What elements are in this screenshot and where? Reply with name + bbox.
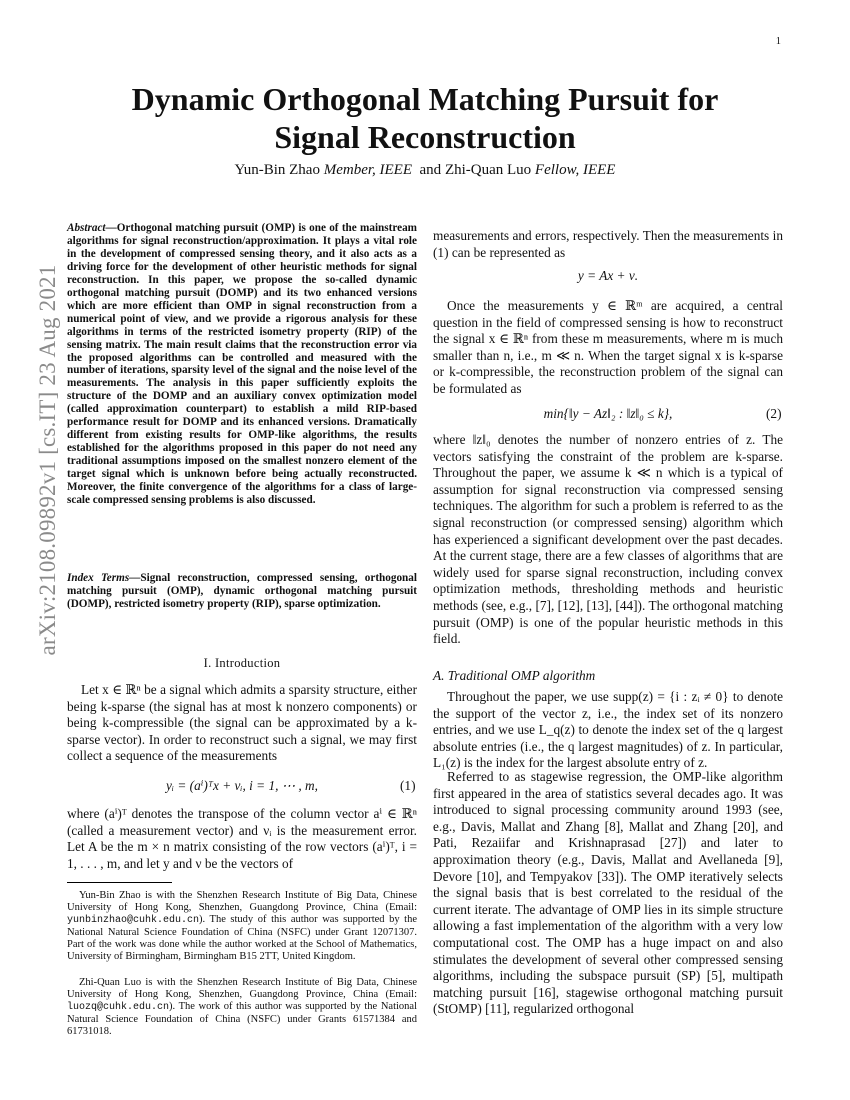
intro-paragraph-1: Let x ∈ ℝⁿ be a signal which admits a sparsity structure, either being k-sparse (the signal has at most k nonzero components) or being k-compressible (the signal can be approximated by a k-sparse vector). In order to reconstruct such a signal, we may first collect a sequence of the measurements	[67, 682, 417, 764]
abstract	[67, 222, 417, 507]
footnote-divider	[67, 882, 172, 883]
footnote-2-text-cont: ). The work of this author was supported by the National Natural Science Foundation of China (NSFC) under Grants 61571384 and 61731018.	[67, 1000, 417, 1037]
author-2: Zhi-Quan Luo	[444, 162, 532, 178]
right-paragraph-2: Once the measurements y ∈ ℝᵐ are acquired, a central question in the field of compressed sensing is how to reconstruct the signal x ∈ ℝⁿ from these m measurements, where m is much smaller than n, i.e., m ≪ n. When the target signal x is k-sparse or k-compressible, the reconstruction problem of the signal can be formulated as	[433, 298, 783, 396]
footnote-1-text-cont: ). The study of this author was supported by the National Natural Science Foundation of China (NSFC) under Grant 12071307. Part of the work was done while the author worked at the School of Mathematics, University of Birmingham, Birmingham B15 2TT, United Kingdom.	[67, 913, 417, 962]
equation-1-number: (1)	[400, 778, 416, 793]
author-line	[90, 162, 760, 179]
equation-2-number: (2)	[766, 406, 782, 421]
arxiv-identifier: arXiv:2108.09892v1 [cs.IT] 23 Aug 2021	[35, 264, 60, 656]
equation-2: min{‖y − Az‖₂ : ‖z‖₀ ≤ k},	[543, 406, 673, 421]
right-paragraph-1: measurements and errors, respectively. Then the measurements in (1) can be represented as	[433, 228, 783, 260]
footnote-2-email: luozq@cuhk.edu.cn	[67, 1001, 170, 1013]
footnote-1-email: yunbinzhao@cuhk.edu.cn	[67, 914, 200, 926]
footnote-2-text: Zhi-Quan Luo is with the Shenzhen Research Institute of Big Data, Chinese University of Hong Kong, Shenzhen, Guangdong Province, China (Email:	[67, 977, 417, 1000]
page-number: 1	[775, 36, 781, 47]
subsection-heading-traditional-omp: A. Traditional OMP algorithm	[433, 668, 596, 683]
right-paragraph-5: Referred to as stagewise regression, the OMP-like algorithm first appeared in the area of statistics several decades ago. It was introduced to signal processing community around 1993 (see, e.g., Davis, Mallat and Zhang [8], Mallat and Zhang [20], and Pati, Rezaiifar and Krishnaprasad [27]) and later to approximation theory (e.g., Davis, Mallat and Avellaneda [9], Devore [10], and Tempyakov [33]). The OMP iteratively selects the signal basis that is best correlated to the residual of the current iterate. The advantage of OMP lies in its simple structure allowing a fast implementation of the algorithm with a very low computational cost. The OMP has a huge impact on and also stimulates the development of several other compressed sensing algorithms, including the subspace pursuit (SP) [5], multipath matching pursuit [16], stagewise orthogonal matching pursuit (StOMP) [11], regularized orthogonal	[433, 769, 783, 1017]
author-conjunction: and	[419, 162, 442, 178]
author-1-affiliation: Member, IEEE	[323, 162, 413, 178]
abstract-label: Abstract	[67, 222, 106, 234]
author-1: Yun-Bin Zhao	[234, 162, 320, 178]
abstract-text: —Orthogonal matching pursuit (OMP) is one of the mainstream algorithms for signal reconstruction/approximation. It plays a vital role in the development of compressed sensing theory, and it also acts as a driving force for the development of other heuristic methods for signal reconstruction. In this paper, we propose the so-called dynamic orthogonal matching pursuit (DOMP) and its two enhanced versions which are more efficient than OMP in signal reconstruction from a numerical point of view, and we provide a rigorous analysis for these algorithms in terms of the restricted isometry property (RIP) of the sensing matrix. The main result claims that the reconstruction error via the proposed algorithms can be controlled and measured with the number of iterations, sparsity level of the signal and the noise level of the measurements. The analysis in this paper sufficiently exploits the structure of the DOMP and an auxiliary convex optimization model (called approximation counterpart) to establish a mild RIP-based performance result for DOMP and its enhanced versions. Dramatically different from existing results for OMP-like algorithms, the results established for the algorithms proposed in this paper do not need any traditional assumptions imposed on the smallest nonzero element of the target signal which is unknown before being actually reconstructed. Moreover, the finite convergence of the algorithms for a class of large-scale compressed sensing problems is also discussed.	[67, 222, 417, 507]
author-2-affiliation: Fellow, IEEE	[534, 162, 616, 178]
index-terms-text: —Signal reconstruction, compressed sensing, orthogonal matching pursuit (OMP), dynamic orthogonal matching pursuit (DOMP), restricted isometry property (RIP), sparse optimization.	[67, 572, 417, 610]
footnote-author-2	[67, 977, 417, 1038]
intro-paragraph-2: where (aⁱ)ᵀ denotes the transpose of the column vector aⁱ ∈ ℝⁿ (called a measurement vector) and νᵢ is the measurement error. Let A be the m × n matrix consisting of the row vectors (aⁱ)ᵀ, i = 1, . . . , m, and let y and ν be the vectors of	[67, 806, 417, 871]
footnote-1-text: Yun-Bin Zhao is with the Shenzhen Research Institute of Big Data, Chinese University of Hong Kong, Shenzhen, Guangdong Province, China (Email:	[67, 890, 417, 913]
index-terms	[67, 572, 417, 611]
paper-title: Dynamic Orthogonal Matching Pursuit for Signal Reconstruction	[131, 81, 719, 155]
section-heading-introduction: I. Introduction	[203, 656, 281, 670]
footnote-author-1	[67, 890, 417, 962]
equation-1: yᵢ = (aⁱ)ᵀx + νᵢ, i = 1, ⋯ , m,	[166, 778, 318, 793]
index-terms-label: Index Terms	[67, 572, 130, 584]
right-paragraph-3: where ‖z‖₀ denotes the number of nonzero entries of z. The vectors satisfying the constraint of the problem are k-sparse. Throughout the paper, we assume k ≪ n which is a typical of assumption for signal reconstruction via compressed sensing techniques. The algorithm for such a problem is referred to as the signal reconstruction (or compressed sensing) algorithm which has experienced a significant development over the past decades. At the current stage, there are a few classes of algorithms that are widely used for sparse signal reconstruction, including convex optimization methods, thresholding methods and heuristic methods (see, e.g., [7], [12], [13], [44]). The orthogonal matching pursuit (OMP) is one of the popular heuristic methods in this field.	[433, 432, 783, 647]
equation-measurement-model: y = Ax + ν.	[577, 268, 639, 283]
right-paragraph-4: Throughout the paper, we use supp(z) = {i : zᵢ ≠ 0} to denote the support of the vector z, i.e., the index set of its nonzero entries, and we use L_q(z) to denote the index set of the q largest absolute entries (i.e., the q largest magnitudes) of z. In particular, L₁(z) is the index for the largest absolute entry of z.	[433, 689, 783, 771]
